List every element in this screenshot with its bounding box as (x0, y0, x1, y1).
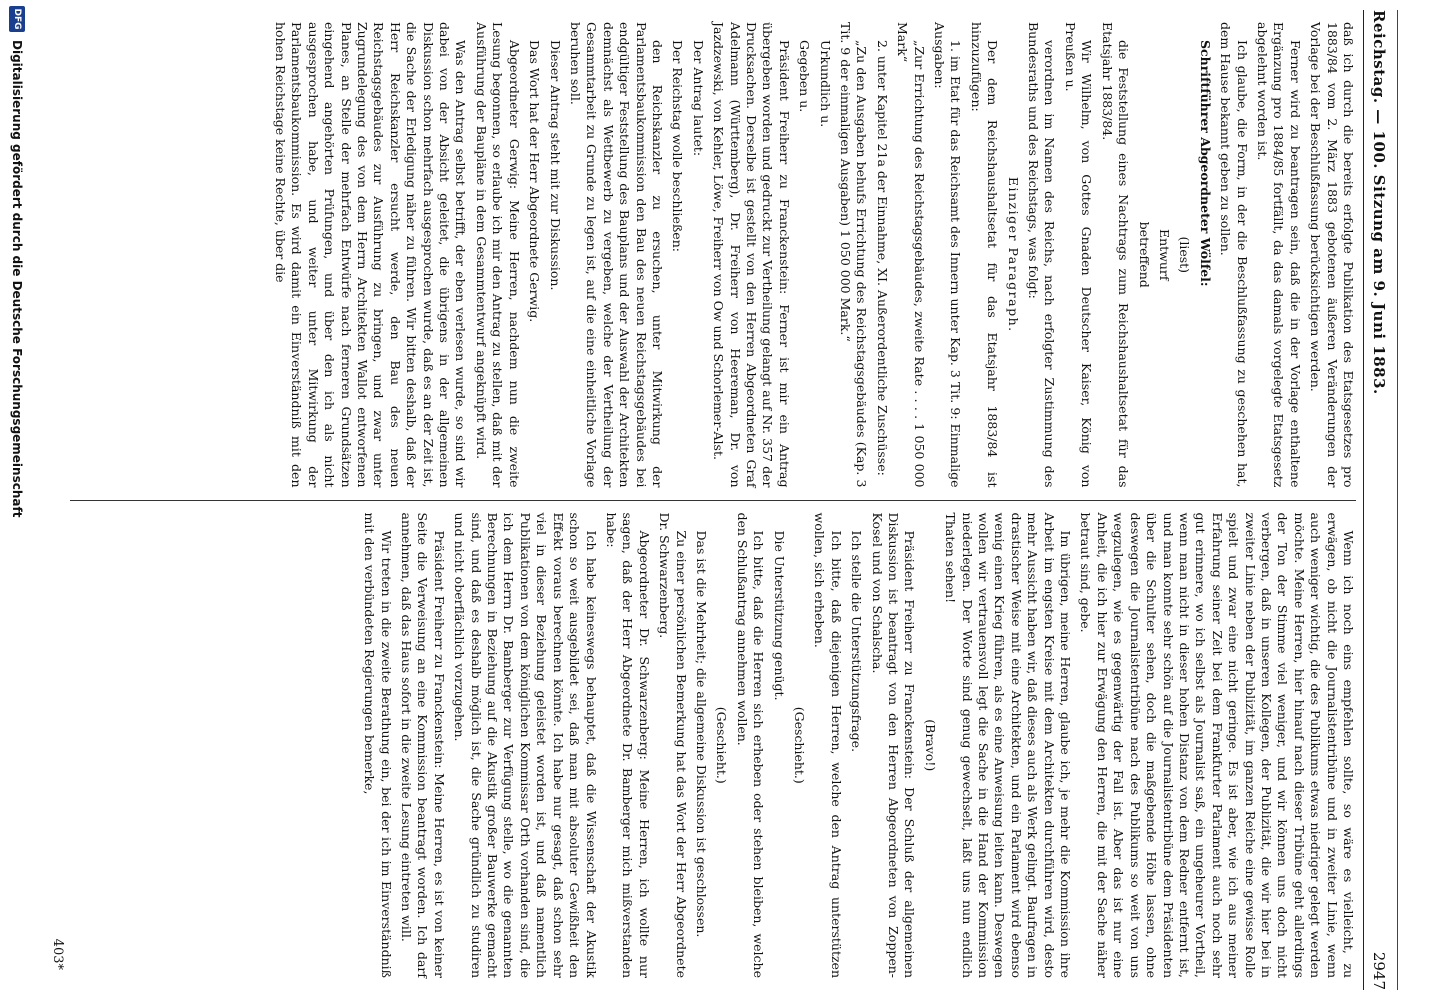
left_column-paragraph: die Feststellung eines Nachtrags zum Reichshaushaltsetat für das Etatsjahr 1883/84. (1099, 22, 1132, 488)
text-columns (70, 10, 1356, 990)
left_column-paragraph: Ich glaube, die Form, in der die Beschlußfassung zu geschehen hat, dem Hause bekannt geben zu sollen. (1218, 22, 1250, 488)
page-number: 2947 (1370, 951, 1388, 990)
left_column-paragraph: 2. unter Kapitel 21a der Einnahme, XI. Außerordentliche Zuschüsse: (874, 40, 890, 476)
left_column-paragraph: Der Reichstag wolle beschließen: (670, 40, 686, 252)
left_column-paragraph: betreffend (1136, 221, 1152, 288)
right_column-paragraph: Ich stelle die Unterstützungsfrage. (849, 530, 865, 753)
left_column-paragraph: „Zu den Ausgaben behufs Errichtung des Reichstagsgebäudes (Kap. 3 Tit. 9 der einmaligen Ausgaben) 1 050 000 Mark.“ (838, 22, 870, 488)
left_column-paragraph: 1. im Etat für das Reichsamt des Innern unter Kap. 3 Tit. 9: Einmalige Ausgaben: (932, 22, 964, 488)
left_column-paragraph: Das Wort hat der Herr Abgeordnete Gerwig. (527, 40, 543, 323)
right_column-paragraph: (Geschieht.) (714, 706, 730, 784)
right_column-paragraph: Zu einer persönlichen Bemerkung hat das Wort der Herr Abgeordnete Dr. Schwarzenberg. (657, 512, 689, 978)
left_column-paragraph: Schriftführer Abgeordneter Wölfel: (1197, 40, 1213, 287)
left_column-paragraph: Präsident Freiherr zu Franckenstein: Ferner ist mir ein Antrag übergeben worden und gedruckt zur Vertheilung gelangt auf Nr. 357 der Drucksachen. Derselbe ist gestellt von den Herren Abgeordneten Graf Adelmann (Württemberg), Dr. Freiherr von Heereman, Dr. von Jazdzewski, von Kehler, Löwe, Freiherr von Ow und Schorlemer-Alst. (711, 22, 792, 488)
right_column-paragraph: Wenn ich noch eins empfehlen sollte, so wäre es vielleicht, zu erwägen, ob nicht die Journalistentribüne und in zweiter Linie, wenn auch weniger wichtig, die des Publikums etwas niedriger gelegt werden möchte. Meine Herren, hier hinauf nach dieser Tribüne geht allerdings der Ton der Stimme viel weniger, und wir können uns doch nicht verbergen, daß in unseren Kollegen, der Publizität, die wir hier bei in zweiter Linie neben der Publizität, im ganzen Reiche eine gewisse Rolle spielt und zwar eine nicht geringe. Es ist aber, wie ich aus meiner Erfahrung seiner Zeit bei dem Frankfurter Parlament auch noch sehr gut erinnere, wo ich selbst als Journalist saß, ein ungeheurer Vortheil, wenn man nicht in dieser hohen Distanz von dem Redner entfernt ist, und man konnte sehr schön auf die Journalistentribüne dem Präsidenten über die Schulter sehen, doch die maßgebende Höhe lassen, ohne deswegen die Journalistentribüne nach des Publikums so weit von uns wegzulegen, wie es gegenwärtig der Fall ist. Aber das ist nur eine Anheit, die ich hier zur Erwägung den Herren, die mit der Sache näher betraut sind, gebe. (1078, 512, 1356, 978)
left_column-paragraph: Der dem Reichshaushaltsetat für das Etatsjahr 1883/84 ist hinzuzufügen: (968, 22, 1001, 488)
left_column-paragraph: Gegeben u. (797, 40, 813, 113)
left_column-paragraph: den Reichskanzler zu ersuchen, unter Mitwirkung der Parlamentsbaukommission den Bau des neuen Reichstagsgebäudes bei endgültiger Feststellung des Bauplans und der Auswahl der Architekten demnächst als Wettbewerb zu vergeben, welche der Vertheilung der Gesammtarbeit zu Grunde zu legen ist, auf die eine einheitliche Vorlage beruhen soll. (567, 22, 665, 488)
left_column-paragraph: Dieser Antrag steht mit zur Diskussion. (547, 40, 563, 291)
left_column-paragraph: Entwurf (1156, 228, 1172, 281)
footer-credit (6, 0, 28, 1000)
dfg-logo: DFG (9, 6, 25, 32)
left_column-paragraph: Wir Wilhelm, von Gottes Gnaden Deutscher Kaiser, König von Preußen u. (1062, 22, 1095, 488)
left_column-paragraph: Abgeordneter Gerwig: Meine Herren, nachdem nun die zweite Lesung begonnen, so erlaube ich mir den Antrag zu stellen, daß mit der Ausführung der Baupläne in dem Gesammtentwurf angeknüpft wird. (473, 22, 522, 488)
right_column-paragraph: Ich bitte, daß diejenigen Herren, welche den Antrag unterstützen wollen, sich erheben. (812, 512, 844, 978)
right_column-paragraph: (Bravo!) (922, 719, 938, 772)
left_column-paragraph: Der Antrag lautet: (690, 40, 706, 157)
right_column-paragraph: Präsident Freiherr zu Franckenstein: Der Schluß der allgemeinen Diskussion ist beantragt von den Herren Abgeordneten von Zoppen-Kosel und von Schalscha. (869, 512, 918, 978)
left_column-paragraph: (liest) (1177, 236, 1193, 274)
top-rule (1397, 10, 1398, 990)
left_column-paragraph: daß ich durch die bereits erfolgte Publikation des Etatsgesetzes pro 1883/84 vom 2. März 1883 gebotenen äußeren Veränderungen der Vorlage bei der Beschlußfassung berücksichtigen werden. (1308, 22, 1356, 488)
credit-text: Digitalisierung gefördert durch die Deutsche Forschungsgemeinschaft (10, 40, 24, 518)
right_column-paragraph: Im übrigen, meine Herren, glaube ich, je mehr die Kommission ihre Arbeit im engsten Kreise mit dem Architekten durchführen wird, desto mehr Aussicht haben wir, daß dieses auch als Werk gelingt. Baufragen in drastischer Weise mit eine Architekten, und ein Parlament wird ebenso wenig einen Krieg führen, als es eine Anweisung leiten kann. Deswegen wollen wir vertrauensvoll legt die Sache in die Hand der Kommission niederlegen. Der Worte sind genug gewechselt, laßt uns nun endlich Thaten sehen! (943, 512, 1074, 978)
right_column-paragraph: Präsident Freiherr zu Franckenstein: Meine Herren, es ist von keiner Seite die Verweisung an eine Kommission beantragt worden. Ich darf annehmen, daß das Haus sofort in die zweite Lesung eintreten will. (399, 512, 447, 978)
right_column-paragraph: Die Unterstützung genügt. (771, 530, 787, 701)
page-title: Reichstag. — 100. Sitzung am 9. Juni 1883. (1370, 10, 1388, 395)
left_column-paragraph: Einziger Paragraph. (1005, 176, 1021, 333)
right_column-paragraph: Ich habe keineswegs behauptet, daß die Wissenschaft der Akustik schon so weit ausgebildet sei, daß man mit absoluter Gewißheit den Effekt voraus berechnen könnte. Ich habe nur gesagt, daß schon sehr viel in dieser Beziehung geleistet worden ist, und daß namentlich Publikationen von dem königlichen Kommissar Orth vorhanden sind, die ich dem Herrn Dr. Bamberger zur Verfügung stelle, wo die genannten Berechnungen in Beziehung auf die Akustik großer Bauwerke gemacht sind, und daß es deshalb möglich ist, die Sache gründlich zu studiren und nicht oberflächlich vorzugehen. (452, 512, 599, 978)
left_column-paragraph: verordnen im Namen des Reichs, nach erfolgter Zustimmung des Bundesraths und des Reichstags, was folgt: (1026, 22, 1058, 488)
right_column-paragraph: Wir treten in die zweite Berathung ein, bei der ich im Einverständniß mit den verbündeten Regierungen bemerke, (362, 512, 394, 978)
page-header (1363, 10, 1394, 990)
right-column (70, 501, 1356, 991)
page-mark: 403* (50, 938, 65, 970)
right_column-paragraph: Das ist die Mehrheit; die allgemeine Diskussion ist geschlossen. (693, 530, 709, 938)
left-column (70, 10, 1356, 500)
right_column-paragraph: Ich bitte, daß die Herren sich erheben oder stehen bleiben, welche den Schlußantrag annehmen wollen. (734, 512, 767, 978)
left_column-paragraph: Was den Antrag selbst betrifft, der eben verlesen wurde, so sind wir dabei von der Absicht geleitet, die übrigens in der allgemeinen Diskussion schon mehrfach ausgesprochen wurde, daß es an der Zeit ist, die Sache der Erledigung näher zu führen. Wir bitten deshalb, daß der Herr Reichskanzler ersucht werde, den Bau des neuen Reichstagsgebäudes zur Ausführung zu bringen, und zwar unter Zugrundelegung des von dem Herrn Architekten Wallot entworfenen Planes, an Stelle der mehrfach Entwürfe nach ferneren Grundsätzen eingehend angehörten Prüfungen, und über den ich als nicht ausgesprochen habe, und weiter unter Mitwirkung der Parlamentsbaukommission. Es wird damit ein Einverständniß mit den hohen Reichstage keine Rechte, über die (273, 22, 469, 488)
left_column-paragraph: Ferner wird zu beantragen sein, daß die in der Vorlage enthaltene Ergänzung pro 1884/85 fortfällt, da das damals vorgelegte Etatsgesetz abgelehnt worden ist. (1254, 22, 1303, 488)
right_column-paragraph: (Geschieht.) (792, 706, 807, 784)
left_column-paragraph: „Zur Errichtung des Reichstagsgebäudes, zweite Rate . . . . 1 050 000 Mark“ (895, 22, 927, 488)
left_column-paragraph: Urkundlich u. (817, 40, 833, 128)
right_column-paragraph: Abgeordneter Dr. Schwarzenberg: Meine Herren, ich wollte nur sagen, daß der Herr Abgeordnete Dr. Bamberger mich mißverstanden habe: (603, 512, 652, 978)
